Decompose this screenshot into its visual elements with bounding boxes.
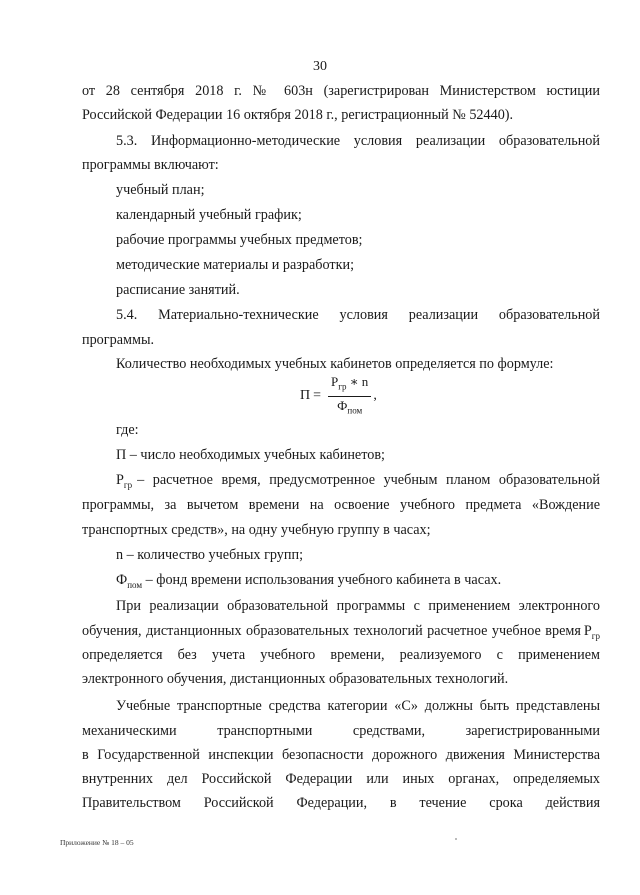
- list-item: рабочие программы учебных предметов;: [116, 232, 363, 248]
- formula-equals: =: [313, 388, 322, 403]
- paragraph-line: Правительством Российской Федерации, в течение срока действия: [82, 795, 600, 811]
- paragraph-line: программы, за вычетом времени на освоение учебного предмета «Вождение: [82, 497, 600, 513]
- symbol-p-gr: $Р_{гр}$: [583, 623, 600, 641]
- paragraph-line: программы.: [82, 332, 155, 348]
- paragraph-line: транспортных средств», на одну учебную группу в часах;: [82, 522, 431, 538]
- paragraph-line: электронного обучения, дистанционных образовательных технологий.: [82, 671, 509, 687]
- paragraph-line: При реализации образовательной программы с применением электронного: [116, 598, 600, 614]
- formula-f-sub: пом: [347, 405, 363, 416]
- paragraph-line: Количество необходимых учебных кабинетов определяется по формуле:: [116, 356, 554, 372]
- page-footer: Приложение № 18 – 05: [60, 838, 134, 847]
- paragraph-line: [82, 622, 600, 645]
- formula-times-n: ∗ n: [346, 373, 369, 389]
- paragraph-line: в Государственной инспекции безопасности дорожного движения Министерства: [82, 747, 600, 763]
- formula-f: Ф: [337, 397, 348, 413]
- symbol-p-gr: $Р_{гр}$: [116, 472, 133, 490]
- list-item: методические материалы и разработки;: [116, 257, 355, 273]
- paragraph-line: внутренних дел Российской Федерации или иных органах, определяемых: [82, 771, 600, 787]
- paragraph-line: где:: [116, 422, 139, 438]
- paragraph-text: обучения, дистанционных образовательных технологий расчетное учебное время: [82, 623, 581, 639]
- definition-line: [116, 571, 600, 594]
- list-item: расписание занятий.: [116, 282, 240, 298]
- list-item: календарный учебный график;: [116, 207, 302, 223]
- paragraph-line: Учебные транспортные средства категории «С» должны быть представлены: [116, 698, 600, 714]
- paragraph-line: от 28 сентября 2018 г. № 603н (зарегистрирован Министерством юстиции: [82, 83, 600, 99]
- scan-speck: [455, 838, 457, 840]
- definition-line: n – количество учебных групп;: [116, 547, 304, 563]
- paragraph-line: 5.4. Материально-технические условия реализации образовательной: [116, 307, 600, 323]
- paragraph-line: механическими транспортными средствами, зарегистрированными: [82, 723, 600, 739]
- formula-denominator: [337, 397, 362, 419]
- paragraph-line: Российской Федерации 16 октября 2018 г., регистрационный № 52440).: [82, 107, 514, 123]
- formula: [300, 373, 377, 416]
- formula-comma: ,: [373, 388, 377, 403]
- symbol-f-pom: $Ф_{пом}$: [116, 572, 143, 590]
- definition-line: [116, 471, 600, 494]
- definition-line: П – число необходимых учебных кабинетов;: [116, 447, 385, 463]
- page-number: 30: [313, 59, 327, 74]
- formula-fraction: [328, 374, 371, 418]
- formula-numerator: [328, 374, 371, 397]
- definition-text: – фонд времени использования учебного кабинета в часах.: [145, 572, 502, 588]
- paragraph-line: определяется без учета учебного времени, реализуемого с применением: [82, 647, 600, 663]
- formula-p-sub: гр: [338, 381, 347, 392]
- definition-text: – расчетное время, предусмотренное учебным планом образовательной: [137, 472, 600, 488]
- paragraph-line: 5.3. Информационно-методические условия реализации образовательной: [116, 133, 600, 149]
- formula-pi: П: [300, 388, 311, 403]
- paragraph-line: программы включают:: [82, 157, 219, 173]
- list-item: учебный план;: [116, 182, 205, 198]
- formula-p: Р: [331, 373, 339, 389]
